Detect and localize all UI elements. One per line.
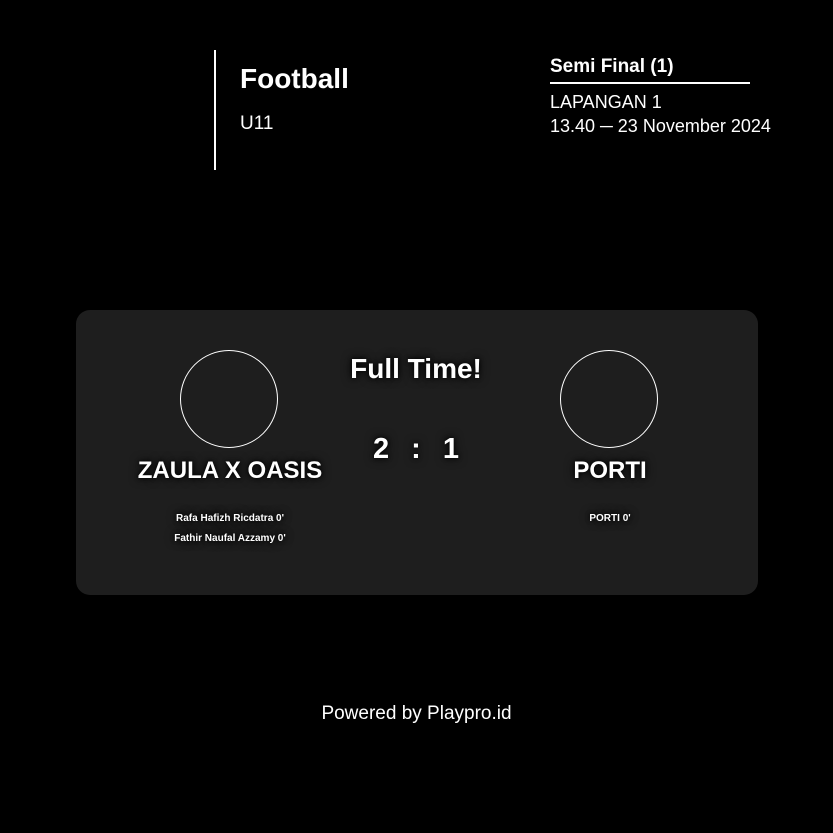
match-status: Full Time! [350, 353, 482, 384]
scoreline [336, 432, 496, 466]
away-score: 1 [442, 433, 460, 465]
sport-title: Football [240, 63, 349, 94]
powered-by-label: Powered by Playpro.id [321, 703, 512, 724]
venue-label: LAPANGAN 1 [550, 92, 662, 112]
home-scorers-list [100, 509, 360, 549]
round-title: Semi Final (1) [550, 55, 750, 84]
away-team-logo [560, 350, 658, 448]
home-score: 2 [372, 433, 390, 465]
away-team-name: PORTI [573, 457, 647, 484]
header-divider [214, 50, 216, 170]
score-card [76, 310, 758, 595]
match-info [550, 55, 771, 138]
home-scorer: Fathir Naufal Azzamy 0' [174, 533, 286, 544]
home-team-logo [180, 350, 278, 448]
schedule-label: 13.40 ─ 23 November 2024 [550, 116, 771, 136]
category-label: U11 [240, 113, 274, 134]
away-scorers-list [480, 509, 740, 529]
away-scorer: PORTI 0' [589, 513, 631, 524]
score-separator: : [411, 433, 421, 465]
home-scorer: Rafa Hafizh Ricdatra 0' [176, 513, 284, 524]
home-team-name: ZAULA X OASIS [137, 457, 323, 484]
